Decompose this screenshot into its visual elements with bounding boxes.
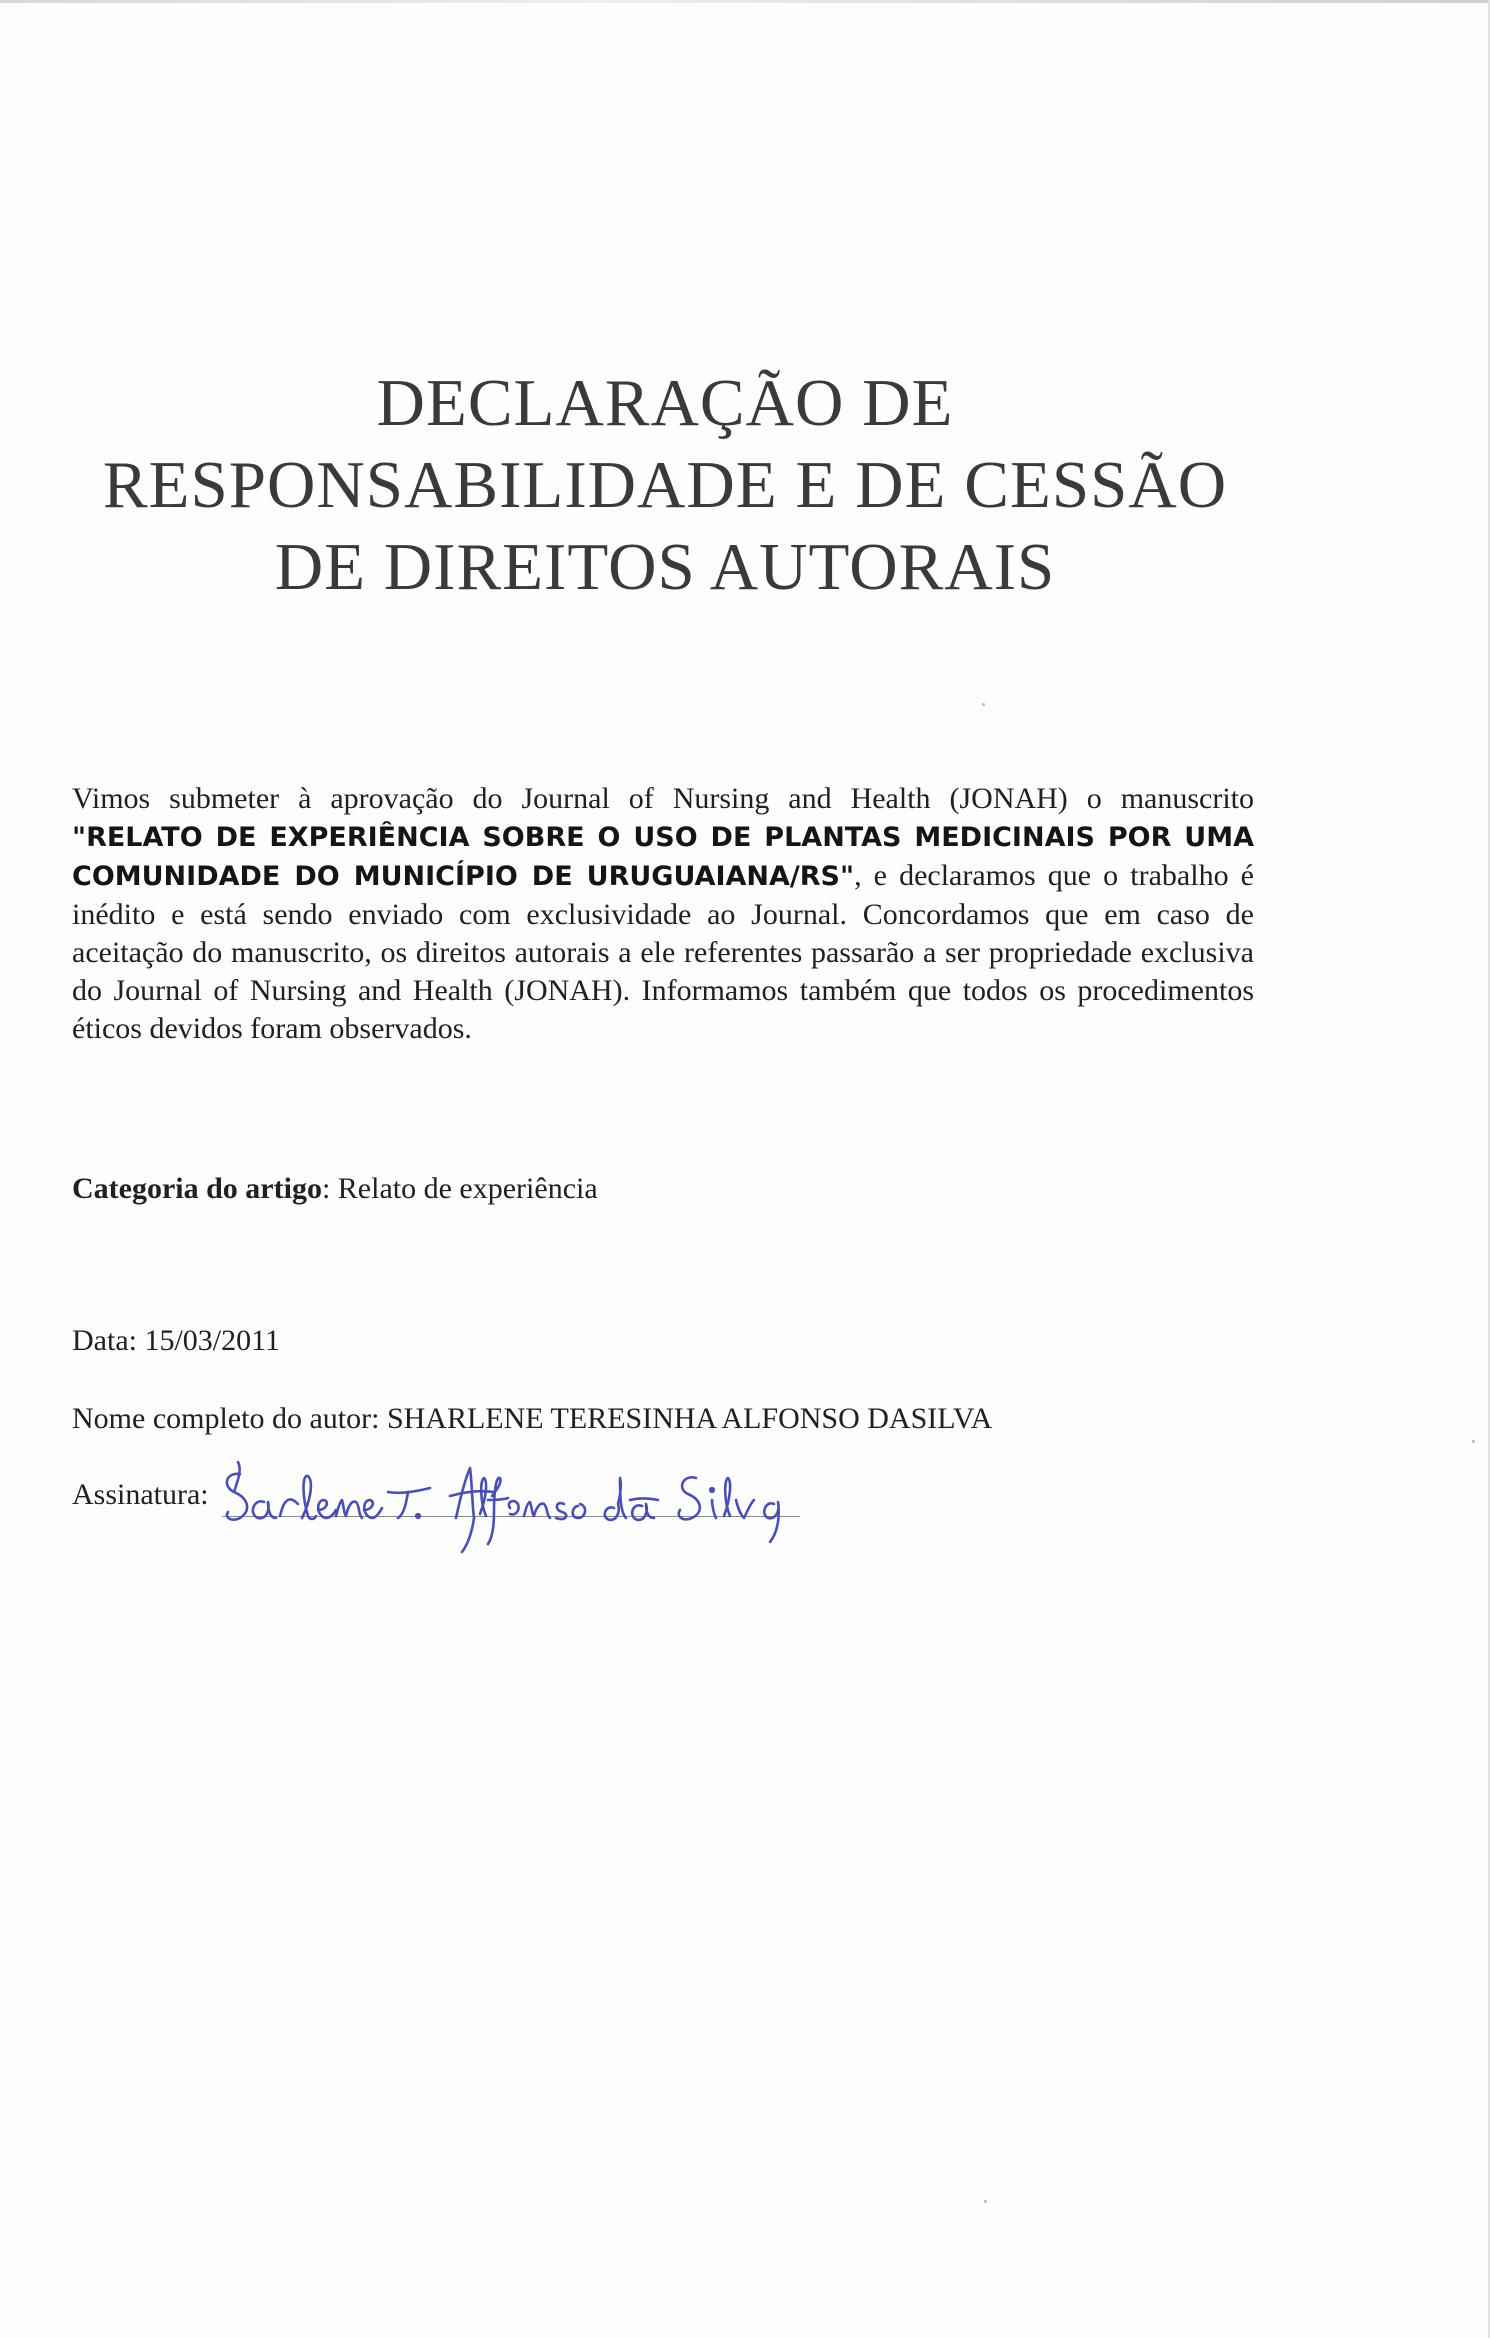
category-value: Relato de experiência <box>337 1172 598 1205</box>
scan-speck <box>984 2200 987 2203</box>
scan-edge-top <box>0 0 1490 3</box>
document-title <box>60 362 1270 608</box>
category-label: Categoria do artigo <box>72 1172 322 1205</box>
scan-speck <box>1472 1440 1475 1443</box>
title-line-2: RESPONSABILIDADE E DE CESSÃO <box>102 448 1228 522</box>
date-label: Data: <box>72 1324 145 1357</box>
declaration-intro: Vimos submeter à aprovação do Journal of Nursing and Health (JONAH) o manuscrito <box>72 782 1254 815</box>
signature-label: Assinatura: <box>72 1478 209 1511</box>
title-line-3: DE DIREITOS AUTORAIS <box>274 530 1056 604</box>
handwritten-signature <box>218 1452 818 1562</box>
date-field <box>72 1322 280 1360</box>
declaration-paragraph <box>72 780 1254 1048</box>
author-value: SHARLENE TERESINHA ALFONSO DASILVA <box>386 1402 993 1435</box>
scan-speck <box>982 703 985 706</box>
author-field <box>72 1400 992 1438</box>
category-separator: : <box>321 1172 338 1205</box>
signature-field <box>72 1476 209 1514</box>
date-value: 15/03/2011 <box>144 1324 281 1357</box>
title-line-1: DECLARAÇÃO DE <box>376 366 954 440</box>
manuscript-title: "RELATO DE EXPERIÊNCIA SOBRE O USO DE PLANTAS MEDICINAIS POR UMA COMUNIDADE DO MUNICÍPIO DE URUGUAIANA/RS" <box>72 822 1254 892</box>
author-label: Nome completo do autor: <box>72 1402 387 1435</box>
declaration-continuation: , e declaramos que o trabalho é inédito e está sendo enviado com exclusividade ao Journal. Concordamos que em caso de aceitação do manuscrito, os direitos autorais a ele referentes passarão a ser propriedade exclusiva do Journal of Nursing and Health (JONAH). Informamos também que todos os procedimentos éticos devidos foram observados. <box>72 859 1254 1045</box>
article-category <box>72 1170 598 1208</box>
